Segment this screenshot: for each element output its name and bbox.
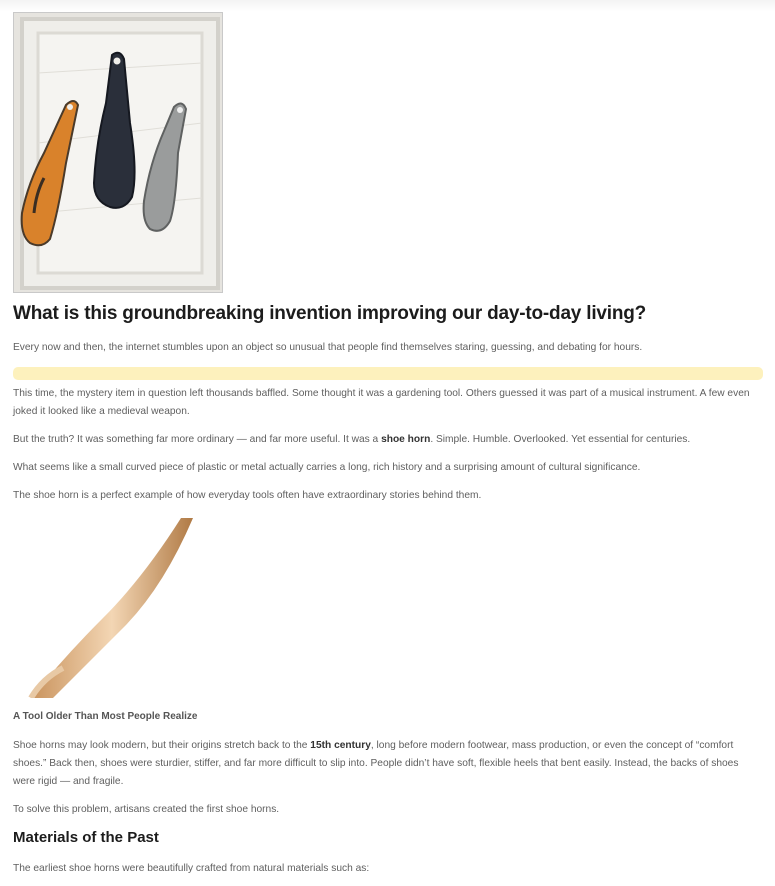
- paragraph-origins: [13, 737, 761, 791]
- paragraph-example: The shoe horn is a perfect example of how everyday tools often have extraordinary stories behind them.: [13, 490, 482, 501]
- article-title: What is this groundbreaking invention improving our day-to-day living?: [13, 303, 647, 324]
- paragraph-truth-bold: shoe horn: [381, 434, 431, 445]
- paragraph-truth: [13, 431, 761, 449]
- intro-paragraph: Every now and then, the internet stumbles upon an object so unusual that people find themselves staring, guessing, and debating for hours.: [13, 342, 643, 353]
- paragraph-origins-bold: 15th century: [310, 740, 371, 751]
- paragraph-materials: The earliest shoe horns were beautifully crafted from natural materials such as:: [13, 863, 370, 874]
- subheading-tool-older: A Tool Older Than Most People Realize: [13, 711, 198, 722]
- paragraph-origins-text-end: , long before modern footwear, mass production, or even the concept of “comfort shoes.” Back then, shoes were sturdier, stiffer, and far more difficult to slip into. People didn’t have soft, flexible heels that bent easily. Instead, the backs of shoes were rigid — and fragile.: [13, 740, 739, 787]
- heading-materials: Materials of the Past: [13, 829, 159, 846]
- paragraph-mystery: This time, the mystery item in question left thousands baffled. Some thought it was a gardening tool. Others guessed it was part of a musical instrument. A few even joked it looked like a medieval weapon.: [13, 388, 750, 417]
- paragraph-artisans: To solve this problem, artisans created the first shoe horns.: [13, 804, 280, 815]
- hero-image-shoe-horns: [13, 12, 223, 293]
- paragraph-history: What seems like a small curved piece of plastic or metal actually carries a long, rich history and a surprising amount of cultural significance.: [13, 462, 641, 473]
- paragraph-truth-text: But the truth? It was something far more ordinary — and far more useful. It was a: [13, 434, 382, 445]
- shoe-horn-closeup-image: [13, 518, 193, 698]
- paragraph-origins-text: Shoe horns may look modern, but their origins stretch back to the: [13, 740, 311, 751]
- header-shadow: [0, 0, 775, 12]
- ad-placeholder-bar: [13, 367, 763, 380]
- paragraph-truth-text-end: . Simple. Humble. Overlooked. Yet essential for centuries.: [430, 434, 691, 445]
